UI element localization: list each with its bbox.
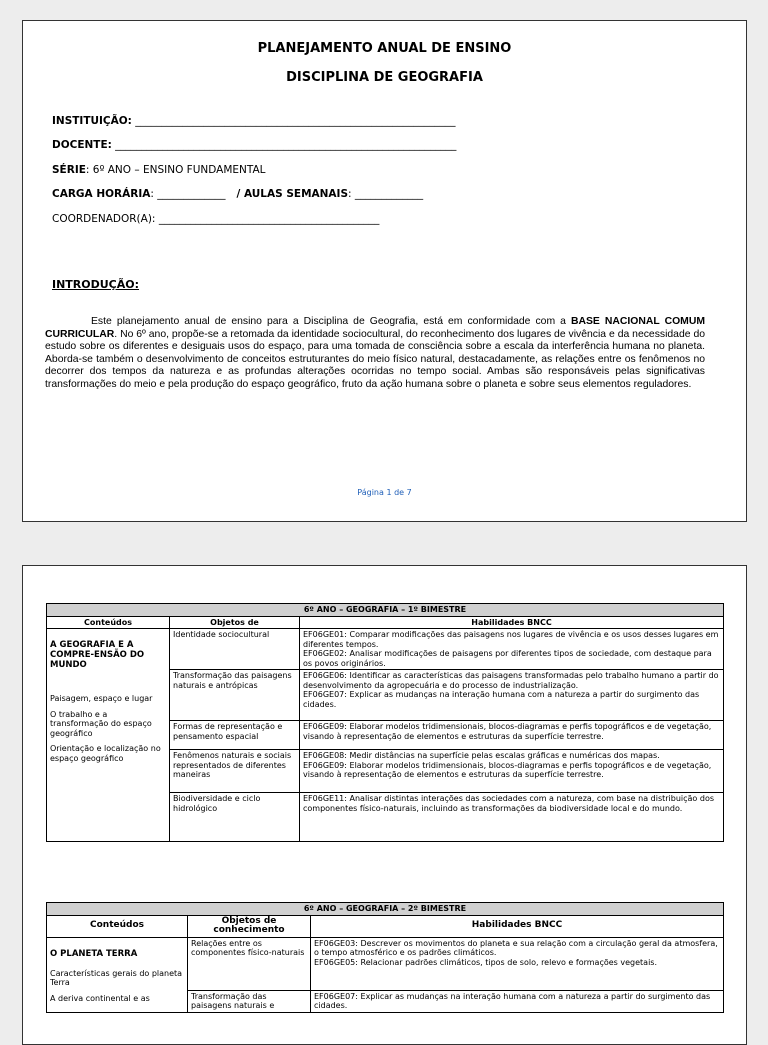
objeto-cell: Transformação das paisagens naturais e xyxy=(188,990,311,1012)
habilidades-cell: EF06GE06: Identificar as características das paisagens transformadas pelo trabalho humano a partir do desenvolvimento da agropecuária e do processo de industrialização. EF06GE07: Explicar as mudanças na interação humana com a natureza a partir do surgimento das cidades. xyxy=(300,670,724,721)
conteudos-item: O trabalho e a transformação do espaço geográfico xyxy=(50,709,152,738)
habilidades-cell: EF06GE09: Elaborar modelos tridimensionais, blocos-diagramas e perfis topográficos e de vegetação, visando à representação de elementos e estruturas da superfície terrestre. xyxy=(300,721,724,750)
habilidades-cell: EF06GE08: Medir distâncias na superfície pelas escalas gráficas e numéricas dos mapas. EF06GE09: Elaborar modelos tridimensionais, blocos-diagramas e perfis topográficos e de vegetação, visando à representação de elementos e estruturas da superfície terrestre. xyxy=(300,750,724,793)
table-caption: 6º ANO – GEOGRAFIA – 2º BIMESTRE xyxy=(47,903,724,916)
table-2-bimestre xyxy=(46,902,724,1013)
objeto-cell: Fenômenos naturais e sociais representados de diferentes maneiras xyxy=(170,750,300,793)
header-objetos: Objetos de conhecimento xyxy=(188,915,311,937)
field-serie: SÉRIE: 6º ANO – ENSINO FUNDAMENTAL xyxy=(52,164,266,176)
document-page-2 xyxy=(22,565,747,1045)
habilidades-cell: EF06GE11: Analisar distintas interações das sociedades com a natureza, com base na distribuição dos componentes físico-naturais, incluindo as transformações da biodiversidade local e do mundo. xyxy=(300,793,724,842)
document-page-1 xyxy=(22,20,747,522)
table-caption: 6º ANO – GEOGRAFIA – 1º BIMESTRE xyxy=(47,604,724,617)
field-coordenador: COORDENADOR(A): __________________________________________ xyxy=(52,213,380,225)
header-conteudos: Conteúdos xyxy=(47,915,188,937)
habilidades-cell: EF06GE07: Explicar as mudanças na interação humana com a natureza a partir do surgimento das cidades. xyxy=(311,990,724,1012)
conteudos-title: A GEOGRAFIA E A COMPRE-ENSÃO DO MUNDO xyxy=(50,640,145,670)
header-habilidades: Habilidades BNCC xyxy=(311,915,724,937)
field-instituicao: INSTITUIÇÃO: _____________________________________________________________ xyxy=(52,115,456,127)
table-row xyxy=(47,937,724,990)
conteudos-item: A deriva continental e as xyxy=(50,993,150,1003)
header-habilidades: Habilidades BNCC xyxy=(300,616,724,629)
conteudos-cell xyxy=(47,629,170,842)
table-row xyxy=(47,629,724,670)
conteudos-cell xyxy=(47,937,188,1012)
objeto-cell: Biodiversidade e ciclo hidrológico xyxy=(170,793,300,842)
table-1-bimestre xyxy=(46,603,724,842)
introducao-paragraph: Este planejamento anual de ensino para a Disciplina de Geografia, está em conformidade com a BASE NACIONAL COMUM CURRICULAR. No 6º ano, propõe-se a retomada da identidade sociocultural, do reconhecimento dos lugares de vivência e da necessidade do estudo sobre os diferentes e desiguais usos do espaço, para uma tomada de consciência sobre a escala da interferência humana no planeta. Aborda-se também o desenvolvimento de conceitos estruturantes do meio físico natural, destacadamente, as relações entre os fenômenos no decorrer dos tempos da natureza e as profundas alterações ocorridas no tempo social. Ambas são responsáveis pelas significativas transformações do meio e pela produção do espaço geográfico, fruto da ação humana sobre o planeta e sobre seus elementos reguladores. xyxy=(45,316,705,390)
header-objetos: Objetos de xyxy=(170,616,300,629)
objeto-cell: Transformação das paisagens naturais e antrópicas xyxy=(170,670,300,721)
objeto-cell: Formas de representação e pensamento espacial xyxy=(170,721,300,750)
objeto-cell: Relações entre os componentes físico-naturais xyxy=(188,937,311,990)
field-docente: DOCENTE: _________________________________________________________________ xyxy=(52,139,457,151)
field-carga-horaria: CARGA HORÁRIA: _____________ / AULAS SEMANAIS: _____________ xyxy=(52,188,424,200)
document-title: PLANEJAMENTO ANUAL DE ENSINO xyxy=(257,41,512,56)
conteudos-title: O PLANETA TERRA xyxy=(50,948,138,959)
document-subtitle: DISCIPLINA DE GEOGRAFIA xyxy=(286,70,483,85)
habilidades-cell: EF06GE03: Descrever os movimentos do planeta e sua relação com a circulação geral da atmosfera, o tempo atmosférico e os padrões climáticos. EF06GE05: Relacionar padrões climáticos, tipos de solo, relevo e formações vegetais. xyxy=(311,937,724,990)
introducao-heading: INTRODUÇÃO: xyxy=(52,278,140,291)
habilidades-cell: EF06GE01: Comparar modificações das paisagens nos lugares de vivência e os usos desses lugares em diferentes tempos. EF06GE02: Analisar modificações de paisagens por diferentes tipos de sociedade, com destaque para os povos originários. xyxy=(300,629,724,670)
conteudos-item: Orientação e localização no espaço geográfico xyxy=(50,744,161,763)
objeto-cell: Identidade sociocultural xyxy=(170,629,300,670)
conteudos-item: Características gerais do planeta Terra xyxy=(50,968,183,987)
page-number: Página 1 de 7 xyxy=(357,488,412,497)
header-conteudos: Conteúdos xyxy=(47,616,170,629)
conteudos-item: Paisagem, espaço e lugar xyxy=(50,694,153,703)
